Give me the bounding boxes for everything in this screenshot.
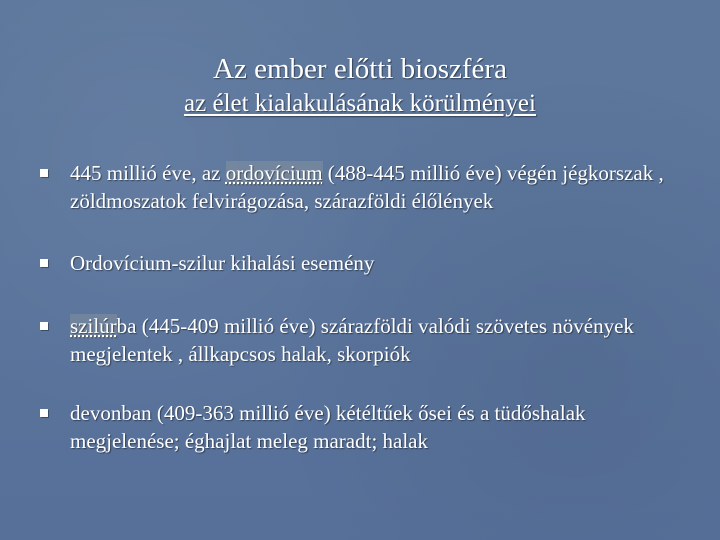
highlighted-term: szilúr xyxy=(70,314,117,338)
slide-subtitle: az élet kialakulásának körülményei xyxy=(184,90,536,117)
square-bullet-icon xyxy=(40,409,48,417)
highlighted-term: ordovícium xyxy=(225,161,323,185)
bullet-text xyxy=(70,159,700,215)
bullet-text xyxy=(70,399,700,455)
bullet-text-part: devonban (409-363 millió éve) kétéltűek ősei és a tüdőshalak megjelenése; éghajlat meleg maradt; halak xyxy=(70,401,586,453)
bullet-text-part: 445 millió éve, az xyxy=(70,161,226,185)
square-bullet-icon xyxy=(40,169,48,177)
bullet-text-part: ba (445-409 millió éve) szárazföldi valódi szövetes növények megjelentek , állkapcsos halak, skorpiók xyxy=(70,314,634,366)
bullet-text-part: Ordovícium-szilur kihalási esemény xyxy=(70,251,375,275)
bullet-text xyxy=(70,249,700,277)
bullet-text-part: (488-445 millió éve) végén jégkorszak , zöldmoszatok felvirágozása, szárazföldi élőlények xyxy=(70,161,664,213)
square-bullet-icon xyxy=(40,322,48,330)
bullet-text xyxy=(70,312,700,368)
slide-title: Az ember előtti bioszféra xyxy=(213,53,507,85)
square-bullet-icon xyxy=(40,259,48,267)
